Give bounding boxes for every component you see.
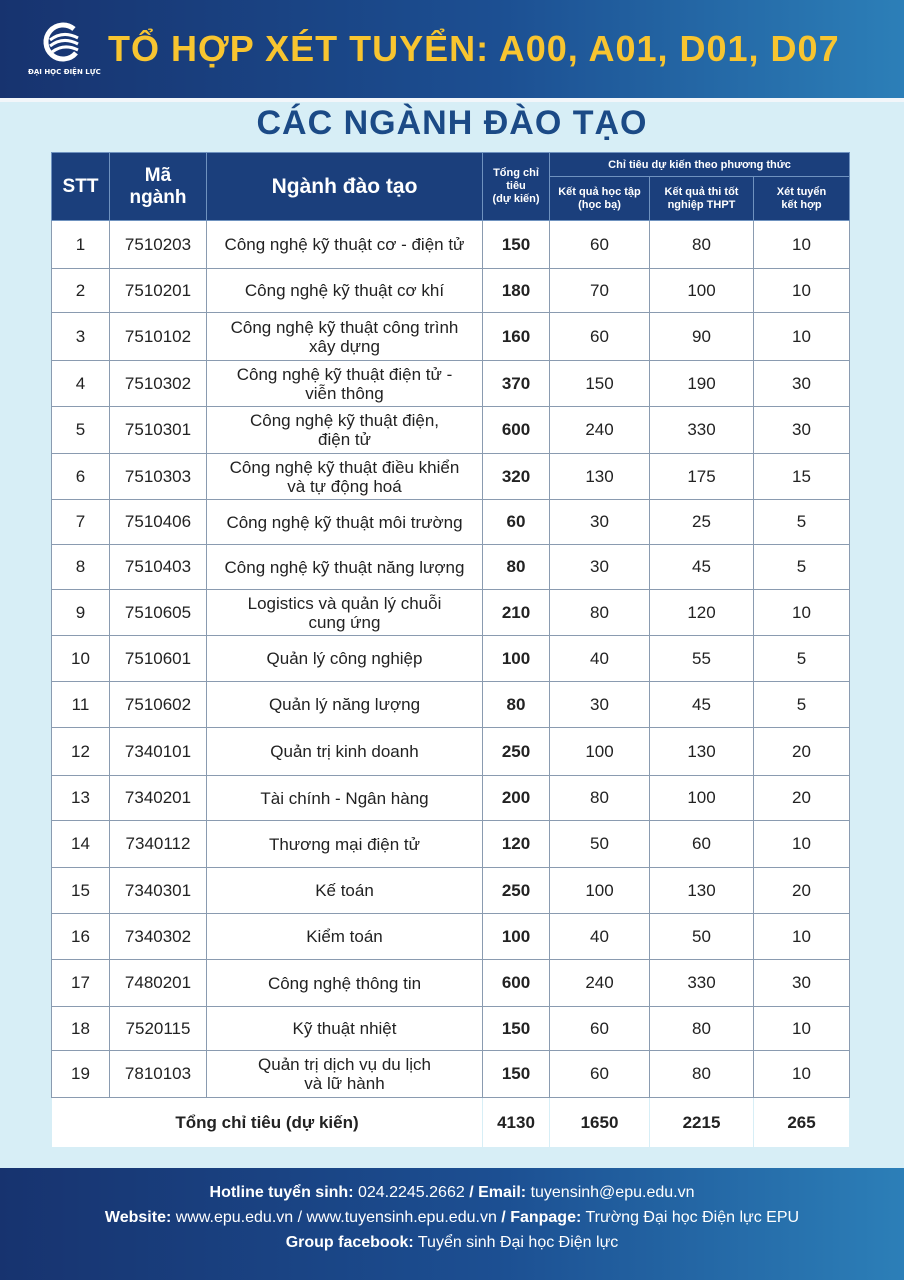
table-row	[52, 960, 850, 1007]
row-method-combined: 5	[754, 545, 850, 590]
row-code: 7510303	[110, 454, 207, 500]
row-code: 7510605	[110, 590, 207, 636]
major-name-line1: Quản trị dịch vụ du lịch	[258, 1055, 431, 1074]
page-title: TỔ HỢP XÉT TUYỂN: A00, A01, D01, D07	[108, 28, 840, 69]
table-row	[52, 1051, 850, 1098]
row-method-transcript: 100	[550, 868, 650, 914]
majors-table	[51, 152, 850, 1148]
row-method-transcript: 60	[550, 1051, 650, 1098]
row-method-combined: 10	[754, 313, 850, 361]
major-name-line1: Quản lý năng lượng	[268, 695, 421, 714]
row-major-name	[207, 960, 483, 1007]
table-row	[52, 776, 850, 821]
row-method-combined: 5	[754, 636, 850, 682]
major-name-line1: Công nghệ kỹ thuật điện tử -	[236, 364, 453, 384]
row-code: 7340201	[110, 776, 207, 821]
row-method-exam: 100	[650, 269, 754, 313]
row-method-exam: 190	[650, 361, 754, 407]
row-stt: 4	[52, 361, 110, 407]
total-method-transcript: 1650	[550, 1098, 650, 1148]
row-method-exam: 60	[650, 821, 754, 868]
table-row	[52, 221, 850, 269]
row-method-exam: 175	[650, 454, 754, 500]
major-name-line2: xây dựng	[309, 336, 380, 356]
row-method-transcript: 150	[550, 361, 650, 407]
row-major-name	[207, 1007, 483, 1051]
major-name-line1: Kế toán	[315, 881, 374, 900]
row-code: 7810103	[110, 1051, 207, 1098]
row-method-combined: 5	[754, 500, 850, 545]
row-stt: 5	[52, 407, 110, 454]
row-total: 100	[483, 914, 550, 960]
header-code	[110, 153, 207, 221]
row-stt: 9	[52, 590, 110, 636]
footer-line-hotline	[0, 1184, 904, 1202]
major-name-line1: Kiểm toán	[306, 927, 383, 946]
row-major-name	[207, 914, 483, 960]
table-row	[52, 682, 850, 728]
row-total: 80	[483, 545, 550, 590]
row-method-transcript: 60	[550, 1007, 650, 1051]
major-name-line1: Logistics và quản lý chuỗi	[247, 593, 442, 613]
header-code-line1: Mã	[144, 164, 172, 186]
row-method-exam: 120	[650, 590, 754, 636]
table-row	[52, 1007, 850, 1051]
major-name-line1: Công nghệ thông tin	[267, 973, 422, 993]
row-method-exam: 130	[650, 728, 754, 776]
header-total-line1: Tổng chỉ	[493, 167, 539, 179]
header-method-exam	[650, 177, 754, 221]
total-method-combined: 265	[754, 1098, 850, 1148]
row-stt: 12	[52, 728, 110, 776]
row-method-transcript: 80	[550, 776, 650, 821]
row-stt: 15	[52, 868, 110, 914]
email-value[interactable]: tuyensinh@epu.edu.vn	[530, 1184, 695, 1201]
row-method-transcript: 240	[550, 960, 650, 1007]
header-method-group: Chỉ tiêu dự kiến theo phương thức	[550, 153, 850, 177]
major-name-line1: Công nghệ kỹ thuật cơ - điện tử	[224, 235, 465, 254]
row-method-transcript: 60	[550, 221, 650, 269]
row-major-name	[207, 636, 483, 682]
header-stt: STT	[52, 153, 110, 221]
row-method-exam: 330	[650, 407, 754, 454]
row-method-exam: 130	[650, 868, 754, 914]
row-total: 150	[483, 1007, 550, 1051]
header-code-line2: ngành	[129, 186, 187, 208]
row-method-transcript: 30	[550, 682, 650, 728]
row-method-combined: 10	[754, 914, 850, 960]
major-name-line1: Thương mại điện tử	[268, 834, 421, 854]
row-method-transcript: 40	[550, 914, 650, 960]
row-major-name	[207, 590, 483, 636]
row-method-exam: 55	[650, 636, 754, 682]
row-major-name	[207, 361, 483, 407]
row-total: 250	[483, 728, 550, 776]
row-stt: 2	[52, 269, 110, 313]
footer-line-group	[0, 1234, 904, 1252]
table-row	[52, 868, 850, 914]
row-code: 7340112	[110, 821, 207, 868]
table-row	[52, 545, 850, 590]
row-stt: 18	[52, 1007, 110, 1051]
table-row	[52, 914, 850, 960]
row-method-combined: 30	[754, 361, 850, 407]
header-m3-line1: Xét tuyển	[776, 185, 827, 198]
table-row	[52, 821, 850, 868]
row-total: 210	[483, 590, 550, 636]
row-stt: 16	[52, 914, 110, 960]
row-major-name	[207, 821, 483, 868]
row-method-combined: 15	[754, 454, 850, 500]
row-major-name	[207, 221, 483, 269]
header-m2-line1: Kết quả thi tốt	[664, 185, 739, 198]
header-m3-line2: kết hợp	[781, 198, 822, 211]
row-code: 7510203	[110, 221, 207, 269]
email-label: / Email:	[469, 1184, 527, 1201]
row-stt: 14	[52, 821, 110, 868]
row-total: 150	[483, 221, 550, 269]
table-row	[52, 454, 850, 500]
row-stt: 8	[52, 545, 110, 590]
row-stt: 7	[52, 500, 110, 545]
row-code: 7510102	[110, 313, 207, 361]
row-total: 100	[483, 636, 550, 682]
row-total: 600	[483, 407, 550, 454]
row-stt: 17	[52, 960, 110, 1007]
row-stt: 3	[52, 313, 110, 361]
major-name-line1: Công nghệ kỹ thuật môi trường	[226, 512, 463, 532]
row-method-transcript: 240	[550, 407, 650, 454]
row-code: 7340302	[110, 914, 207, 960]
fanpage-value[interactable]: Trường Đại học Điện lực EPU	[585, 1209, 800, 1226]
row-total: 200	[483, 776, 550, 821]
major-name-line2: và tự động hoá	[287, 476, 402, 496]
row-code: 7510601	[110, 636, 207, 682]
header-banner	[0, 0, 904, 102]
major-name-line1: Công nghệ kỹ thuật cơ khí	[244, 281, 445, 300]
row-major-name	[207, 728, 483, 776]
row-total: 80	[483, 682, 550, 728]
row-code: 7510201	[110, 269, 207, 313]
row-method-combined: 10	[754, 1051, 850, 1098]
total-label: Tổng chỉ tiêu (dự kiến)	[52, 1098, 483, 1148]
website-label: Website:	[104, 1209, 172, 1226]
row-method-exam: 80	[650, 1051, 754, 1098]
row-stt: 1	[52, 221, 110, 269]
row-method-combined: 20	[754, 776, 850, 821]
row-total: 250	[483, 868, 550, 914]
row-method-transcript: 30	[550, 500, 650, 545]
section-title: CÁC NGÀNH ĐÀO TẠO	[256, 104, 648, 142]
row-code: 7340301	[110, 868, 207, 914]
row-total: 160	[483, 313, 550, 361]
row-method-exam: 330	[650, 960, 754, 1007]
major-name-line1: Công nghệ kỹ thuật điện,	[249, 411, 440, 430]
group-label: Group facebook:	[285, 1234, 414, 1251]
major-name-line2: cung ứng	[308, 612, 381, 632]
row-code: 7520115	[110, 1007, 207, 1051]
row-method-transcript: 50	[550, 821, 650, 868]
row-major-name	[207, 868, 483, 914]
row-method-combined: 20	[754, 728, 850, 776]
major-name-line1: Kỹ thuật nhiệt	[292, 1019, 397, 1038]
row-method-exam: 80	[650, 221, 754, 269]
table-row	[52, 407, 850, 454]
row-code: 7480201	[110, 960, 207, 1007]
row-total: 180	[483, 269, 550, 313]
row-method-transcript: 100	[550, 728, 650, 776]
row-total: 60	[483, 500, 550, 545]
row-method-combined: 30	[754, 960, 850, 1007]
row-total: 150	[483, 1051, 550, 1098]
major-name-line1: Tài chính - Ngân hàng	[260, 788, 429, 808]
website-value[interactable]: www.epu.edu.vn / www.tuyensinh.epu.edu.vn	[175, 1209, 497, 1226]
row-method-combined: 5	[754, 682, 850, 728]
row-total: 320	[483, 454, 550, 500]
row-method-transcript: 70	[550, 269, 650, 313]
table-row	[52, 361, 850, 407]
header-total-line2: tiêu	[506, 180, 526, 192]
row-method-combined: 10	[754, 821, 850, 868]
major-name-line1: Công nghệ kỹ thuật năng lượng	[224, 557, 465, 577]
header-m1-line1: Kết quả học tập	[558, 185, 641, 198]
major-name-line2: viễn thông	[305, 383, 384, 403]
table-row	[52, 728, 850, 776]
university-logo	[28, 18, 101, 84]
row-method-combined: 20	[754, 868, 850, 914]
wave-logo-icon	[28, 18, 98, 68]
row-major-name	[207, 545, 483, 590]
header-m2-line2: nghiệp THPT	[667, 198, 736, 211]
row-method-combined: 10	[754, 590, 850, 636]
row-code: 7510302	[110, 361, 207, 407]
footer-contact	[0, 1168, 904, 1280]
row-code: 7340101	[110, 728, 207, 776]
total-overall: 4130	[483, 1098, 550, 1148]
row-method-exam: 45	[650, 545, 754, 590]
row-major-name	[207, 407, 483, 454]
major-name-line1: Quản lý công nghiệp	[266, 649, 423, 668]
row-stt: 19	[52, 1051, 110, 1098]
major-name-line2: điện tử	[318, 430, 371, 449]
header-total	[483, 153, 550, 221]
table-row	[52, 269, 850, 313]
row-code: 7510403	[110, 545, 207, 590]
row-code: 7510301	[110, 407, 207, 454]
group-value[interactable]: Tuyển sinh Đại học Điện lực	[417, 1234, 619, 1251]
row-major-name	[207, 313, 483, 361]
table-row	[52, 500, 850, 545]
row-code: 7510602	[110, 682, 207, 728]
row-major-name	[207, 1051, 483, 1098]
row-major-name	[207, 682, 483, 728]
row-total: 370	[483, 361, 550, 407]
row-method-transcript: 60	[550, 313, 650, 361]
row-method-exam: 50	[650, 914, 754, 960]
row-method-exam: 90	[650, 313, 754, 361]
row-method-exam: 80	[650, 1007, 754, 1051]
table-row	[52, 590, 850, 636]
table-body	[52, 221, 850, 1098]
hotline-label: Hotline tuyển sinh:	[209, 1184, 354, 1201]
total-method-exam: 2215	[650, 1098, 754, 1148]
fanpage-label: / Fanpage:	[501, 1209, 582, 1226]
row-method-exam: 25	[650, 500, 754, 545]
major-name-line1: Công nghệ kỹ thuật điều khiển	[229, 457, 460, 477]
row-major-name	[207, 269, 483, 313]
row-method-combined: 10	[754, 221, 850, 269]
hotline-value[interactable]: 024.2245.2662	[357, 1184, 465, 1201]
table-row	[52, 636, 850, 682]
row-method-transcript: 80	[550, 590, 650, 636]
row-method-exam: 45	[650, 682, 754, 728]
header-m1-line2: (học bạ)	[578, 198, 621, 211]
major-name-line1: Quản trị kinh doanh	[270, 742, 419, 761]
table-row	[52, 313, 850, 361]
row-method-transcript: 40	[550, 636, 650, 682]
footer-line-website	[0, 1209, 904, 1227]
row-stt: 11	[52, 682, 110, 728]
row-stt: 13	[52, 776, 110, 821]
row-stt: 10	[52, 636, 110, 682]
row-method-transcript: 30	[550, 545, 650, 590]
row-method-combined: 10	[754, 269, 850, 313]
header-method-combined	[754, 177, 850, 221]
major-name-line1: Công nghệ kỹ thuật công trình	[230, 317, 459, 337]
row-method-transcript: 130	[550, 454, 650, 500]
header-total-line3: (dự kiến)	[492, 193, 540, 205]
major-name-line2: và lữ hành	[304, 1074, 385, 1093]
row-total: 120	[483, 821, 550, 868]
row-major-name	[207, 776, 483, 821]
total-row	[52, 1098, 850, 1148]
row-total: 600	[483, 960, 550, 1007]
row-method-exam: 100	[650, 776, 754, 821]
row-major-name	[207, 454, 483, 500]
row-major-name	[207, 500, 483, 545]
row-method-combined: 30	[754, 407, 850, 454]
row-method-combined: 10	[754, 1007, 850, 1051]
logo-caption: ĐẠI HỌC ĐIỆN LỰC	[28, 68, 101, 76]
header-major: Ngành đào tạo	[207, 153, 483, 221]
row-code: 7510406	[110, 500, 207, 545]
header-method-transcript	[550, 177, 650, 221]
row-stt: 6	[52, 454, 110, 500]
